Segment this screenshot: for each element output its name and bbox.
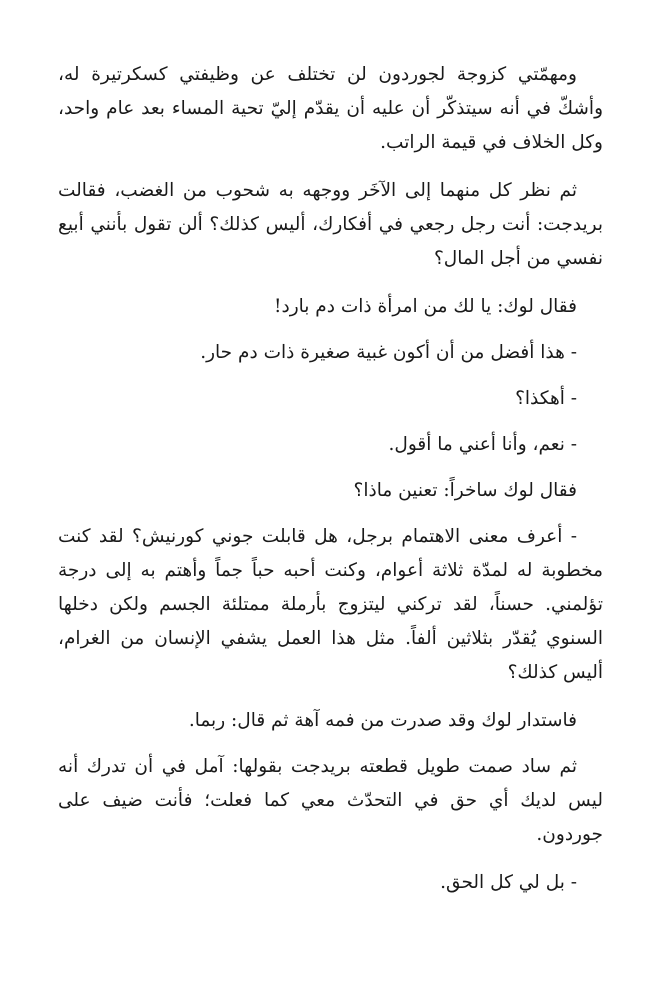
paragraph-1: ومهمّتي كزوجة لجوردون لن تختلف عن وظيفتي كسكرتيرة له، وأشكّ في أنه سيتذكّر أن عليه أن يقدّم إليّ تحية المساء بعد عام واحد، وكل الخلاف في قيمة الراتب.: [58, 64, 603, 153]
paragraph-3: فقال لوك: يا لك من امرأة ذات دم بارد!: [274, 296, 577, 317]
paragraph-8: - أعرف معنى الاهتمام برجل، هل قابلت جوني كورنيش؟ لقد كنت مخطوبة له لمدّة ثلاثة أعوام، وكنت أحبه حباً جماً وأهتم به إلى درجة تؤلمني. حسناً، لقد تركني ليتزوج بأرملة ممتلئة الجسم ولكن دخلها السنوي يُقدّر بثلاثين ألفاً. مثل هذا العمل يشفي الإنسان من الغرام، أليس كذلك؟: [58, 526, 603, 683]
paragraph-7: فقال لوك ساخراً: تعنين ماذا؟: [353, 480, 577, 501]
paragraph-9: فاستدار لوك وقد صدرت من فمه آهة ثم قال: ربما.: [188, 710, 577, 731]
paragraph-10: ثم ساد صمت طويل قطعته بريدجت بقولها: آمل في أن تدرك أنه ليس لديك أي حق في التحدّث معي كما فعلت؛ فأنت ضيف على جوردون.: [58, 756, 603, 845]
paragraph-2: ثم نظر كل منهما إلى الآخَر ووجهه به شحوب من الغضب، فقالت بريدجت: أنت رجل رجعي في أفكارك، أليس كذلك؟ ألن تقول بأنني أبيع نفسي من أجل المال؟: [58, 180, 603, 269]
paragraph-11: - بل لي كل الحق.: [440, 872, 577, 893]
paragraph-6: - نعم، وأنا أعني ما أقول.: [388, 434, 577, 455]
paragraph-5: - أهكذا؟: [515, 388, 577, 409]
paragraph-4: - هذا أفضل من أن أكون غبية صغيرة ذات دم حار.: [200, 342, 577, 363]
